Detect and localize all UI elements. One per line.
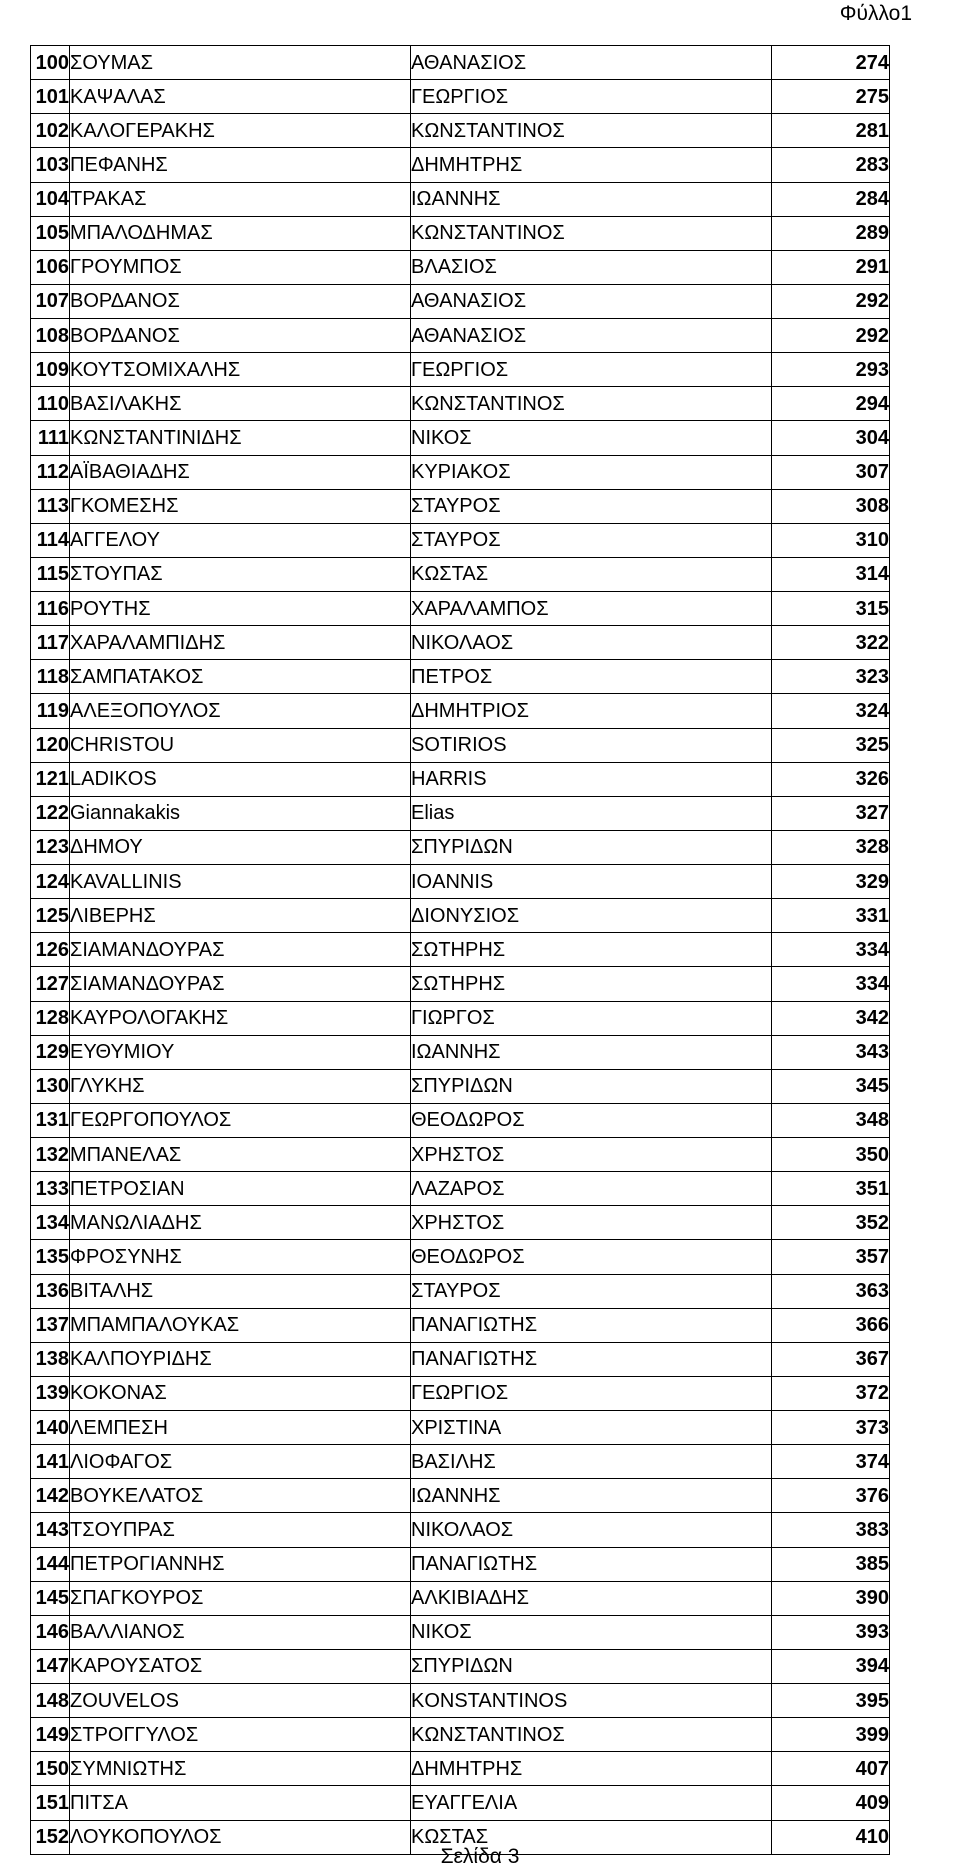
row-number-cell: 143 xyxy=(31,1513,70,1547)
row-number-cell: 134 xyxy=(31,1206,70,1240)
table-row xyxy=(31,694,890,728)
first-name-cell: ΝΙΚΟΣ xyxy=(411,1615,772,1649)
row-number-cell: 115 xyxy=(31,557,70,591)
row-number-cell: 132 xyxy=(31,1138,70,1172)
table-row xyxy=(31,1615,890,1649)
first-name-cell: ΠΕΤΡΟΣ xyxy=(411,660,772,694)
row-number-cell: 139 xyxy=(31,1376,70,1410)
row-number-cell: 105 xyxy=(31,216,70,250)
sheet-title: Φύλλο1 xyxy=(839,2,912,25)
first-name-cell: ΚΥΡΙΑΚΟΣ xyxy=(411,455,772,489)
code-cell: 283 xyxy=(772,148,890,182)
code-cell: 383 xyxy=(772,1513,890,1547)
row-number-cell: 141 xyxy=(31,1445,70,1479)
code-cell: 292 xyxy=(772,284,890,318)
code-cell: 410 xyxy=(772,1820,890,1854)
row-number-cell: 135 xyxy=(31,1240,70,1274)
code-cell: 372 xyxy=(772,1376,890,1410)
first-name-cell: ΠΑΝΑΓΙΩΤΗΣ xyxy=(411,1342,772,1376)
code-cell: 275 xyxy=(772,80,890,114)
first-name-cell: ΚΩΝΣΤΑΝΤΙΝΟΣ xyxy=(411,216,772,250)
code-cell: 407 xyxy=(772,1752,890,1786)
surname-cell: ΒΑΣΙΛΑΚΗΣ xyxy=(70,387,411,421)
first-name-cell: ΒΛΑΣΙΟΣ xyxy=(411,250,772,284)
row-number-cell: 116 xyxy=(31,592,70,626)
table-row xyxy=(31,796,890,830)
row-number-cell: 131 xyxy=(31,1103,70,1137)
surname-cell: ΛΙΒΕΡΗΣ xyxy=(70,899,411,933)
first-name-cell: ΓΙΩΡΓΟΣ xyxy=(411,1001,772,1035)
first-name-cell: SOTIRIOS xyxy=(411,728,772,762)
row-number-cell: 152 xyxy=(31,1820,70,1854)
code-cell: 352 xyxy=(772,1206,890,1240)
surname-cell: ΣΟΥΜΑΣ xyxy=(70,46,411,80)
row-number-cell: 124 xyxy=(31,865,70,899)
first-name-cell: ΝΙΚΟΛΑΟΣ xyxy=(411,626,772,660)
first-name-cell: ΔΙΟΝΥΣΙΟΣ xyxy=(411,899,772,933)
row-number-cell: 102 xyxy=(31,114,70,148)
surname-cell: ΜΠΑΝΕΛΑΣ xyxy=(70,1138,411,1172)
code-cell: 291 xyxy=(772,250,890,284)
surname-cell: Giannakakis xyxy=(70,796,411,830)
surname-cell: ΚΑΛΟΓΕΡΑΚΗΣ xyxy=(70,114,411,148)
row-number-cell: 119 xyxy=(31,694,70,728)
code-cell: 350 xyxy=(772,1138,890,1172)
first-name-cell: ΙΩΑΝΝΗΣ xyxy=(411,182,772,216)
row-number-cell: 117 xyxy=(31,626,70,660)
surname-cell: ΒΟΡΔΑΝΟΣ xyxy=(70,284,411,318)
page-footer: Σελίδα 3 xyxy=(440,1845,520,1868)
first-name-cell: ΠΑΝΑΓΙΩΤΗΣ xyxy=(411,1547,772,1581)
code-cell: 409 xyxy=(772,1786,890,1820)
first-name-cell: ΚΩΝΣΤΑΝΤΙΝΟΣ xyxy=(411,114,772,148)
row-number-cell: 108 xyxy=(31,319,70,353)
surname-cell: CHRISTOU xyxy=(70,728,411,762)
surname-cell: ΚΟΚΟΝΑΣ xyxy=(70,1376,411,1410)
code-cell: 331 xyxy=(772,899,890,933)
first-name-cell: ΣΤΑΥΡΟΣ xyxy=(411,489,772,523)
row-number-cell: 118 xyxy=(31,660,70,694)
first-name-cell: ΧΡΗΣΤΟΣ xyxy=(411,1138,772,1172)
first-name-cell: ΑΘΑΝΑΣΙΟΣ xyxy=(411,284,772,318)
code-cell: 373 xyxy=(772,1411,890,1445)
code-cell: 281 xyxy=(772,114,890,148)
row-number-cell: 122 xyxy=(31,796,70,830)
surname-cell: ΠΕΤΡΟΓΙΑΝΝΗΣ xyxy=(70,1547,411,1581)
first-name-cell: ΛΑΖΑΡΟΣ xyxy=(411,1172,772,1206)
first-name-cell: ΑΘΑΝΑΣΙΟΣ xyxy=(411,319,772,353)
surname-cell: ΣΙΑΜΑΝΔΟΥΡΑΣ xyxy=(70,967,411,1001)
first-name-cell: ΣΠΥΡΙΔΩΝ xyxy=(411,830,772,864)
row-number-cell: 114 xyxy=(31,523,70,557)
table-row xyxy=(31,353,890,387)
surname-cell: ZOUVELOS xyxy=(70,1684,411,1718)
surname-cell: ΠΕΦΑΝΗΣ xyxy=(70,148,411,182)
surname-cell: ΒΟΡΔΑΝΟΣ xyxy=(70,319,411,353)
table-row xyxy=(31,216,890,250)
table-row xyxy=(31,557,890,591)
row-number-cell: 100 xyxy=(31,46,70,80)
first-name-cell: ΣΩΤΗΡΗΣ xyxy=(411,933,772,967)
first-name-cell: ΝΙΚΟΣ xyxy=(411,421,772,455)
surname-cell: KAVALLINIS xyxy=(70,865,411,899)
surname-cell: ΒΙΤΑΛΗΣ xyxy=(70,1274,411,1308)
table-row xyxy=(31,114,890,148)
table-row xyxy=(31,1308,890,1342)
surname-cell: ΣΤΡΟΓΓΥΛΟΣ xyxy=(70,1718,411,1752)
table-row xyxy=(31,1069,890,1103)
table-row xyxy=(31,728,890,762)
table-row xyxy=(31,1786,890,1820)
code-cell: 357 xyxy=(772,1240,890,1274)
code-cell: 284 xyxy=(772,182,890,216)
table-row xyxy=(31,1342,890,1376)
surname-cell: ΛΙΟΦΑΓΟΣ xyxy=(70,1445,411,1479)
surname-cell: ΠΙΤΣΑ xyxy=(70,1786,411,1820)
surname-cell: ΣΑΜΠΑΤΑΚΟΣ xyxy=(70,660,411,694)
surname-cell: ΛΕΜΠΕΣΗ xyxy=(70,1411,411,1445)
code-cell: 314 xyxy=(772,557,890,591)
surname-cell: ΑΪΒΑΘΙΑΔΗΣ xyxy=(70,455,411,489)
first-name-cell: ΚΩΣΤΑΣ xyxy=(411,1820,772,1854)
row-number-cell: 148 xyxy=(31,1684,70,1718)
row-number-cell: 149 xyxy=(31,1718,70,1752)
code-cell: 334 xyxy=(772,967,890,1001)
row-number-cell: 104 xyxy=(31,182,70,216)
first-name-cell: IOANNIS xyxy=(411,865,772,899)
row-number-cell: 151 xyxy=(31,1786,70,1820)
first-name-cell: ΓΕΩΡΓΙΟΣ xyxy=(411,80,772,114)
first-name-cell: ΝΙΚΟΛΑΟΣ xyxy=(411,1513,772,1547)
first-name-cell: ΚΩΝΣΤΑΝΤΙΝΟΣ xyxy=(411,387,772,421)
code-cell: 310 xyxy=(772,523,890,557)
surname-cell: ΒΑΛΛΙΑΝΟΣ xyxy=(70,1615,411,1649)
first-name-cell: ΚΩΣΤΑΣ xyxy=(411,557,772,591)
first-name-cell: ΠΑΝΑΓΙΩΤΗΣ xyxy=(411,1308,772,1342)
code-cell: 348 xyxy=(772,1103,890,1137)
surname-cell: ΚΑΥΡΟΛΟΓΑΚΗΣ xyxy=(70,1001,411,1035)
row-number-cell: 140 xyxy=(31,1411,70,1445)
row-number-cell: 109 xyxy=(31,353,70,387)
surname-cell: ΚΟΥΤΣΟΜΙΧΑΛΗΣ xyxy=(70,353,411,387)
table-row xyxy=(31,592,890,626)
row-number-cell: 138 xyxy=(31,1342,70,1376)
surname-cell: ΡΟΥΤΗΣ xyxy=(70,592,411,626)
code-cell: 367 xyxy=(772,1342,890,1376)
row-number-cell: 113 xyxy=(31,489,70,523)
surname-cell: ΧΑΡΑΛΑΜΠΙΔΗΣ xyxy=(70,626,411,660)
first-name-cell: ΑΘΑΝΑΣΙΟΣ xyxy=(411,46,772,80)
table-row xyxy=(31,284,890,318)
table-row xyxy=(31,182,890,216)
table-row xyxy=(31,1411,890,1445)
surname-cell: ΚΑΡΟΥΣΑΤΟΣ xyxy=(70,1649,411,1683)
first-name-cell: ΘΕΟΔΩΡΟΣ xyxy=(411,1103,772,1137)
table-row xyxy=(31,455,890,489)
surname-cell: ΑΓΓΕΛΟΥ xyxy=(70,523,411,557)
code-cell: 294 xyxy=(772,387,890,421)
table-row xyxy=(31,762,890,796)
table-row xyxy=(31,1684,890,1718)
code-cell: 329 xyxy=(772,865,890,899)
code-cell: 395 xyxy=(772,1684,890,1718)
first-name-cell: ΣΤΑΥΡΟΣ xyxy=(411,523,772,557)
row-number-cell: 128 xyxy=(31,1001,70,1035)
code-cell: 315 xyxy=(772,592,890,626)
table-row xyxy=(31,1649,890,1683)
surname-cell: ΦΡΟΣΥΝΗΣ xyxy=(70,1240,411,1274)
code-cell: 394 xyxy=(772,1649,890,1683)
table-row xyxy=(31,1581,890,1615)
table-row xyxy=(31,1206,890,1240)
row-number-cell: 146 xyxy=(31,1615,70,1649)
surname-cell: ΜΠΑΜΠΑΛΟΥΚΑΣ xyxy=(70,1308,411,1342)
code-cell: 393 xyxy=(772,1615,890,1649)
table-row xyxy=(31,660,890,694)
row-number-cell: 101 xyxy=(31,80,70,114)
table-row xyxy=(31,830,890,864)
row-number-cell: 144 xyxy=(31,1547,70,1581)
code-cell: 322 xyxy=(772,626,890,660)
first-name-cell: KONSTANTINOS xyxy=(411,1684,772,1718)
row-number-cell: 121 xyxy=(31,762,70,796)
code-cell: 327 xyxy=(772,796,890,830)
first-name-cell: ΚΩΝΣΤΑΝΤΙΝΟΣ xyxy=(411,1718,772,1752)
table-row xyxy=(31,1138,890,1172)
first-name-cell: ΧΡΙΣΤΙΝΑ xyxy=(411,1411,772,1445)
first-name-cell: Elias xyxy=(411,796,772,830)
surname-cell: ΜΑΝΩΛΙΑΔΗΣ xyxy=(70,1206,411,1240)
code-cell: 366 xyxy=(772,1308,890,1342)
code-cell: 328 xyxy=(772,830,890,864)
first-name-cell: ΒΑΣΙΛΗΣ xyxy=(411,1445,772,1479)
code-cell: 390 xyxy=(772,1581,890,1615)
table-row xyxy=(31,1513,890,1547)
row-number-cell: 127 xyxy=(31,967,70,1001)
code-cell: 304 xyxy=(772,421,890,455)
surname-cell: ΑΛΕΞΟΠΟΥΛΟΣ xyxy=(70,694,411,728)
first-name-cell: ΣΩΤΗΡΗΣ xyxy=(411,967,772,1001)
table-row xyxy=(31,1172,890,1206)
table-row xyxy=(31,1103,890,1137)
code-cell: 376 xyxy=(772,1479,890,1513)
table-row xyxy=(31,1274,890,1308)
surname-cell: ΣΙΑΜΑΝΔΟΥΡΑΣ xyxy=(70,933,411,967)
code-cell: 293 xyxy=(772,353,890,387)
table-row xyxy=(31,1479,890,1513)
row-number-cell: 129 xyxy=(31,1035,70,1069)
code-cell: 343 xyxy=(772,1035,890,1069)
table-row xyxy=(31,1035,890,1069)
row-number-cell: 133 xyxy=(31,1172,70,1206)
row-number-cell: 145 xyxy=(31,1581,70,1615)
table-row xyxy=(31,1718,890,1752)
table-row xyxy=(31,46,890,80)
row-number-cell: 150 xyxy=(31,1752,70,1786)
first-name-cell: ΣΠΥΡΙΔΩΝ xyxy=(411,1649,772,1683)
surname-cell: ΠΕΤΡΟΣΙΑΝ xyxy=(70,1172,411,1206)
first-name-cell: ΓΕΩΡΓΙΟΣ xyxy=(411,1376,772,1410)
table-row xyxy=(31,387,890,421)
code-cell: 274 xyxy=(772,46,890,80)
code-cell: 325 xyxy=(772,728,890,762)
code-cell: 289 xyxy=(772,216,890,250)
table-row xyxy=(31,1547,890,1581)
row-number-cell: 107 xyxy=(31,284,70,318)
code-cell: 292 xyxy=(772,319,890,353)
first-name-cell: ΑΛΚΙΒΙΑΔΗΣ xyxy=(411,1581,772,1615)
surname-cell: ΓΡΟΥΜΠΟΣ xyxy=(70,250,411,284)
first-name-cell: ΔΗΜΗΤΡΗΣ xyxy=(411,1752,772,1786)
table-row xyxy=(31,1376,890,1410)
row-number-cell: 120 xyxy=(31,728,70,762)
code-cell: 385 xyxy=(772,1547,890,1581)
row-number-cell: 123 xyxy=(31,830,70,864)
table-row xyxy=(31,1001,890,1035)
first-name-cell: HARRIS xyxy=(411,762,772,796)
row-number-cell: 126 xyxy=(31,933,70,967)
code-cell: 326 xyxy=(772,762,890,796)
row-number-cell: 125 xyxy=(31,899,70,933)
surname-cell: ΣΠΑΓΚΟΥΡΟΣ xyxy=(70,1581,411,1615)
first-name-cell: ΓΕΩΡΓΙΟΣ xyxy=(411,353,772,387)
roster-table-body xyxy=(31,46,890,1855)
first-name-cell: ΘΕΟΔΩΡΟΣ xyxy=(411,1240,772,1274)
code-cell: 345 xyxy=(772,1069,890,1103)
table-row xyxy=(31,489,890,523)
surname-cell: ΚΑΨΑΛΑΣ xyxy=(70,80,411,114)
surname-cell: ΔΗΜΟΥ xyxy=(70,830,411,864)
code-cell: 374 xyxy=(772,1445,890,1479)
table-row xyxy=(31,148,890,182)
table-row xyxy=(31,626,890,660)
table-row xyxy=(31,899,890,933)
code-cell: 308 xyxy=(772,489,890,523)
table-row xyxy=(31,865,890,899)
code-cell: 307 xyxy=(772,455,890,489)
surname-cell: ΓΚΟΜΕΣΗΣ xyxy=(70,489,411,523)
table-row xyxy=(31,967,890,1001)
table-row xyxy=(31,319,890,353)
first-name-cell: ΧΡΗΣΤΟΣ xyxy=(411,1206,772,1240)
row-number-cell: 137 xyxy=(31,1308,70,1342)
table-row xyxy=(31,80,890,114)
first-name-cell: ΔΗΜΗΤΡΙΟΣ xyxy=(411,694,772,728)
code-cell: 342 xyxy=(772,1001,890,1035)
table-row xyxy=(31,1752,890,1786)
surname-cell: ΤΡΑΚΑΣ xyxy=(70,182,411,216)
row-number-cell: 136 xyxy=(31,1274,70,1308)
surname-cell: ΕΥΘΥΜΙΟΥ xyxy=(70,1035,411,1069)
table-row xyxy=(31,421,890,455)
table-row xyxy=(31,250,890,284)
surname-cell: ΒΟΥΚΕΛΑΤΟΣ xyxy=(70,1479,411,1513)
first-name-cell: ΕΥΑΓΓΕΛΙΑ xyxy=(411,1786,772,1820)
code-cell: 351 xyxy=(772,1172,890,1206)
first-name-cell: ΣΠΥΡΙΔΩΝ xyxy=(411,1069,772,1103)
row-number-cell: 142 xyxy=(31,1479,70,1513)
first-name-cell: ΔΗΜΗΤΡΗΣ xyxy=(411,148,772,182)
surname-cell: ΣΥΜΝΙΩΤΗΣ xyxy=(70,1752,411,1786)
surname-cell: ΛΟΥΚΟΠΟΥΛΟΣ xyxy=(70,1820,411,1854)
surname-cell: ΓΕΩΡΓΟΠΟΥΛΟΣ xyxy=(70,1103,411,1137)
surname-cell: ΣΤΟΥΠΑΣ xyxy=(70,557,411,591)
first-name-cell: ΙΩΑΝΝΗΣ xyxy=(411,1035,772,1069)
surname-cell: ΚΑΛΠΟΥΡΙΔΗΣ xyxy=(70,1342,411,1376)
surname-cell: ΜΠΑΛΟΔΗΜΑΣ xyxy=(70,216,411,250)
row-number-cell: 106 xyxy=(31,250,70,284)
roster-table xyxy=(30,45,890,1855)
first-name-cell: ΧΑΡΑΛΑΜΠΟΣ xyxy=(411,592,772,626)
row-number-cell: 111 xyxy=(31,421,70,455)
surname-cell: ΓΛΥΚΗΣ xyxy=(70,1069,411,1103)
row-number-cell: 110 xyxy=(31,387,70,421)
surname-cell: ΤΣΟΥΠΡΑΣ xyxy=(70,1513,411,1547)
row-number-cell: 103 xyxy=(31,148,70,182)
table-row xyxy=(31,523,890,557)
code-cell: 324 xyxy=(772,694,890,728)
code-cell: 363 xyxy=(772,1274,890,1308)
row-number-cell: 147 xyxy=(31,1649,70,1683)
table-row xyxy=(31,1445,890,1479)
table-row xyxy=(31,933,890,967)
first-name-cell: ΣΤΑΥΡΟΣ xyxy=(411,1274,772,1308)
code-cell: 323 xyxy=(772,660,890,694)
table-row xyxy=(31,1240,890,1274)
code-cell: 334 xyxy=(772,933,890,967)
code-cell: 399 xyxy=(772,1718,890,1752)
surname-cell: LADIKOS xyxy=(70,762,411,796)
surname-cell: ΚΩΝΣΤΑΝΤΙΝΙΔΗΣ xyxy=(70,421,411,455)
row-number-cell: 112 xyxy=(31,455,70,489)
first-name-cell: ΙΩΑΝΝΗΣ xyxy=(411,1479,772,1513)
row-number-cell: 130 xyxy=(31,1069,70,1103)
